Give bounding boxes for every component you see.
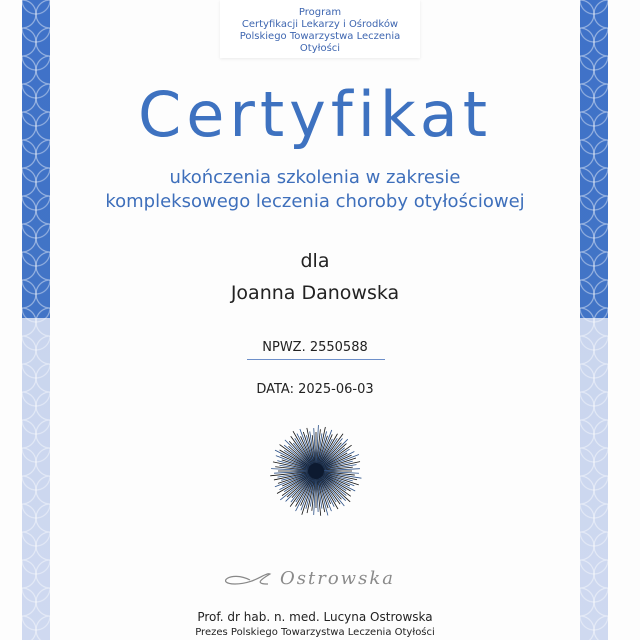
signatory-name: Prof. dr hab. n. med. Lucyna Ostrowska	[197, 610, 433, 624]
certificate-title: Certyfikat	[137, 78, 493, 151]
right-decorative-band	[580, 0, 608, 640]
recipient-name: Joanna Danowska	[230, 282, 400, 304]
npwz-number: NPWZ. 2550588	[262, 340, 368, 355]
header-line-1: Program	[298, 7, 342, 18]
subtitle-line-1: ukończenia szkolenia w zakresie	[169, 167, 461, 188]
for-label: dla	[300, 250, 330, 272]
signature-image	[210, 562, 410, 594]
svg-text:Ostrowska: Ostrowska	[280, 568, 395, 589]
program-header	[220, 0, 420, 58]
header-line-3: Polskiego Towarzystwa Leczenia Otyłości	[239, 31, 401, 54]
header-line-2: Certyfikacji Lekarzy i Ośrodków	[241, 19, 399, 30]
certificate-subtitle	[50, 166, 580, 214]
npwz-underline	[247, 359, 385, 360]
subtitle-line-2: kompleksowego leczenia choroby otyłościowej	[105, 191, 525, 212]
seal-starburst-icon	[266, 421, 366, 521]
signatory-role: Prezes Polskiego Towarzystwa Leczenia Otyłości	[195, 627, 435, 638]
issue-date: DATA: 2025-06-03	[256, 382, 374, 397]
left-decorative-band	[22, 0, 50, 640]
